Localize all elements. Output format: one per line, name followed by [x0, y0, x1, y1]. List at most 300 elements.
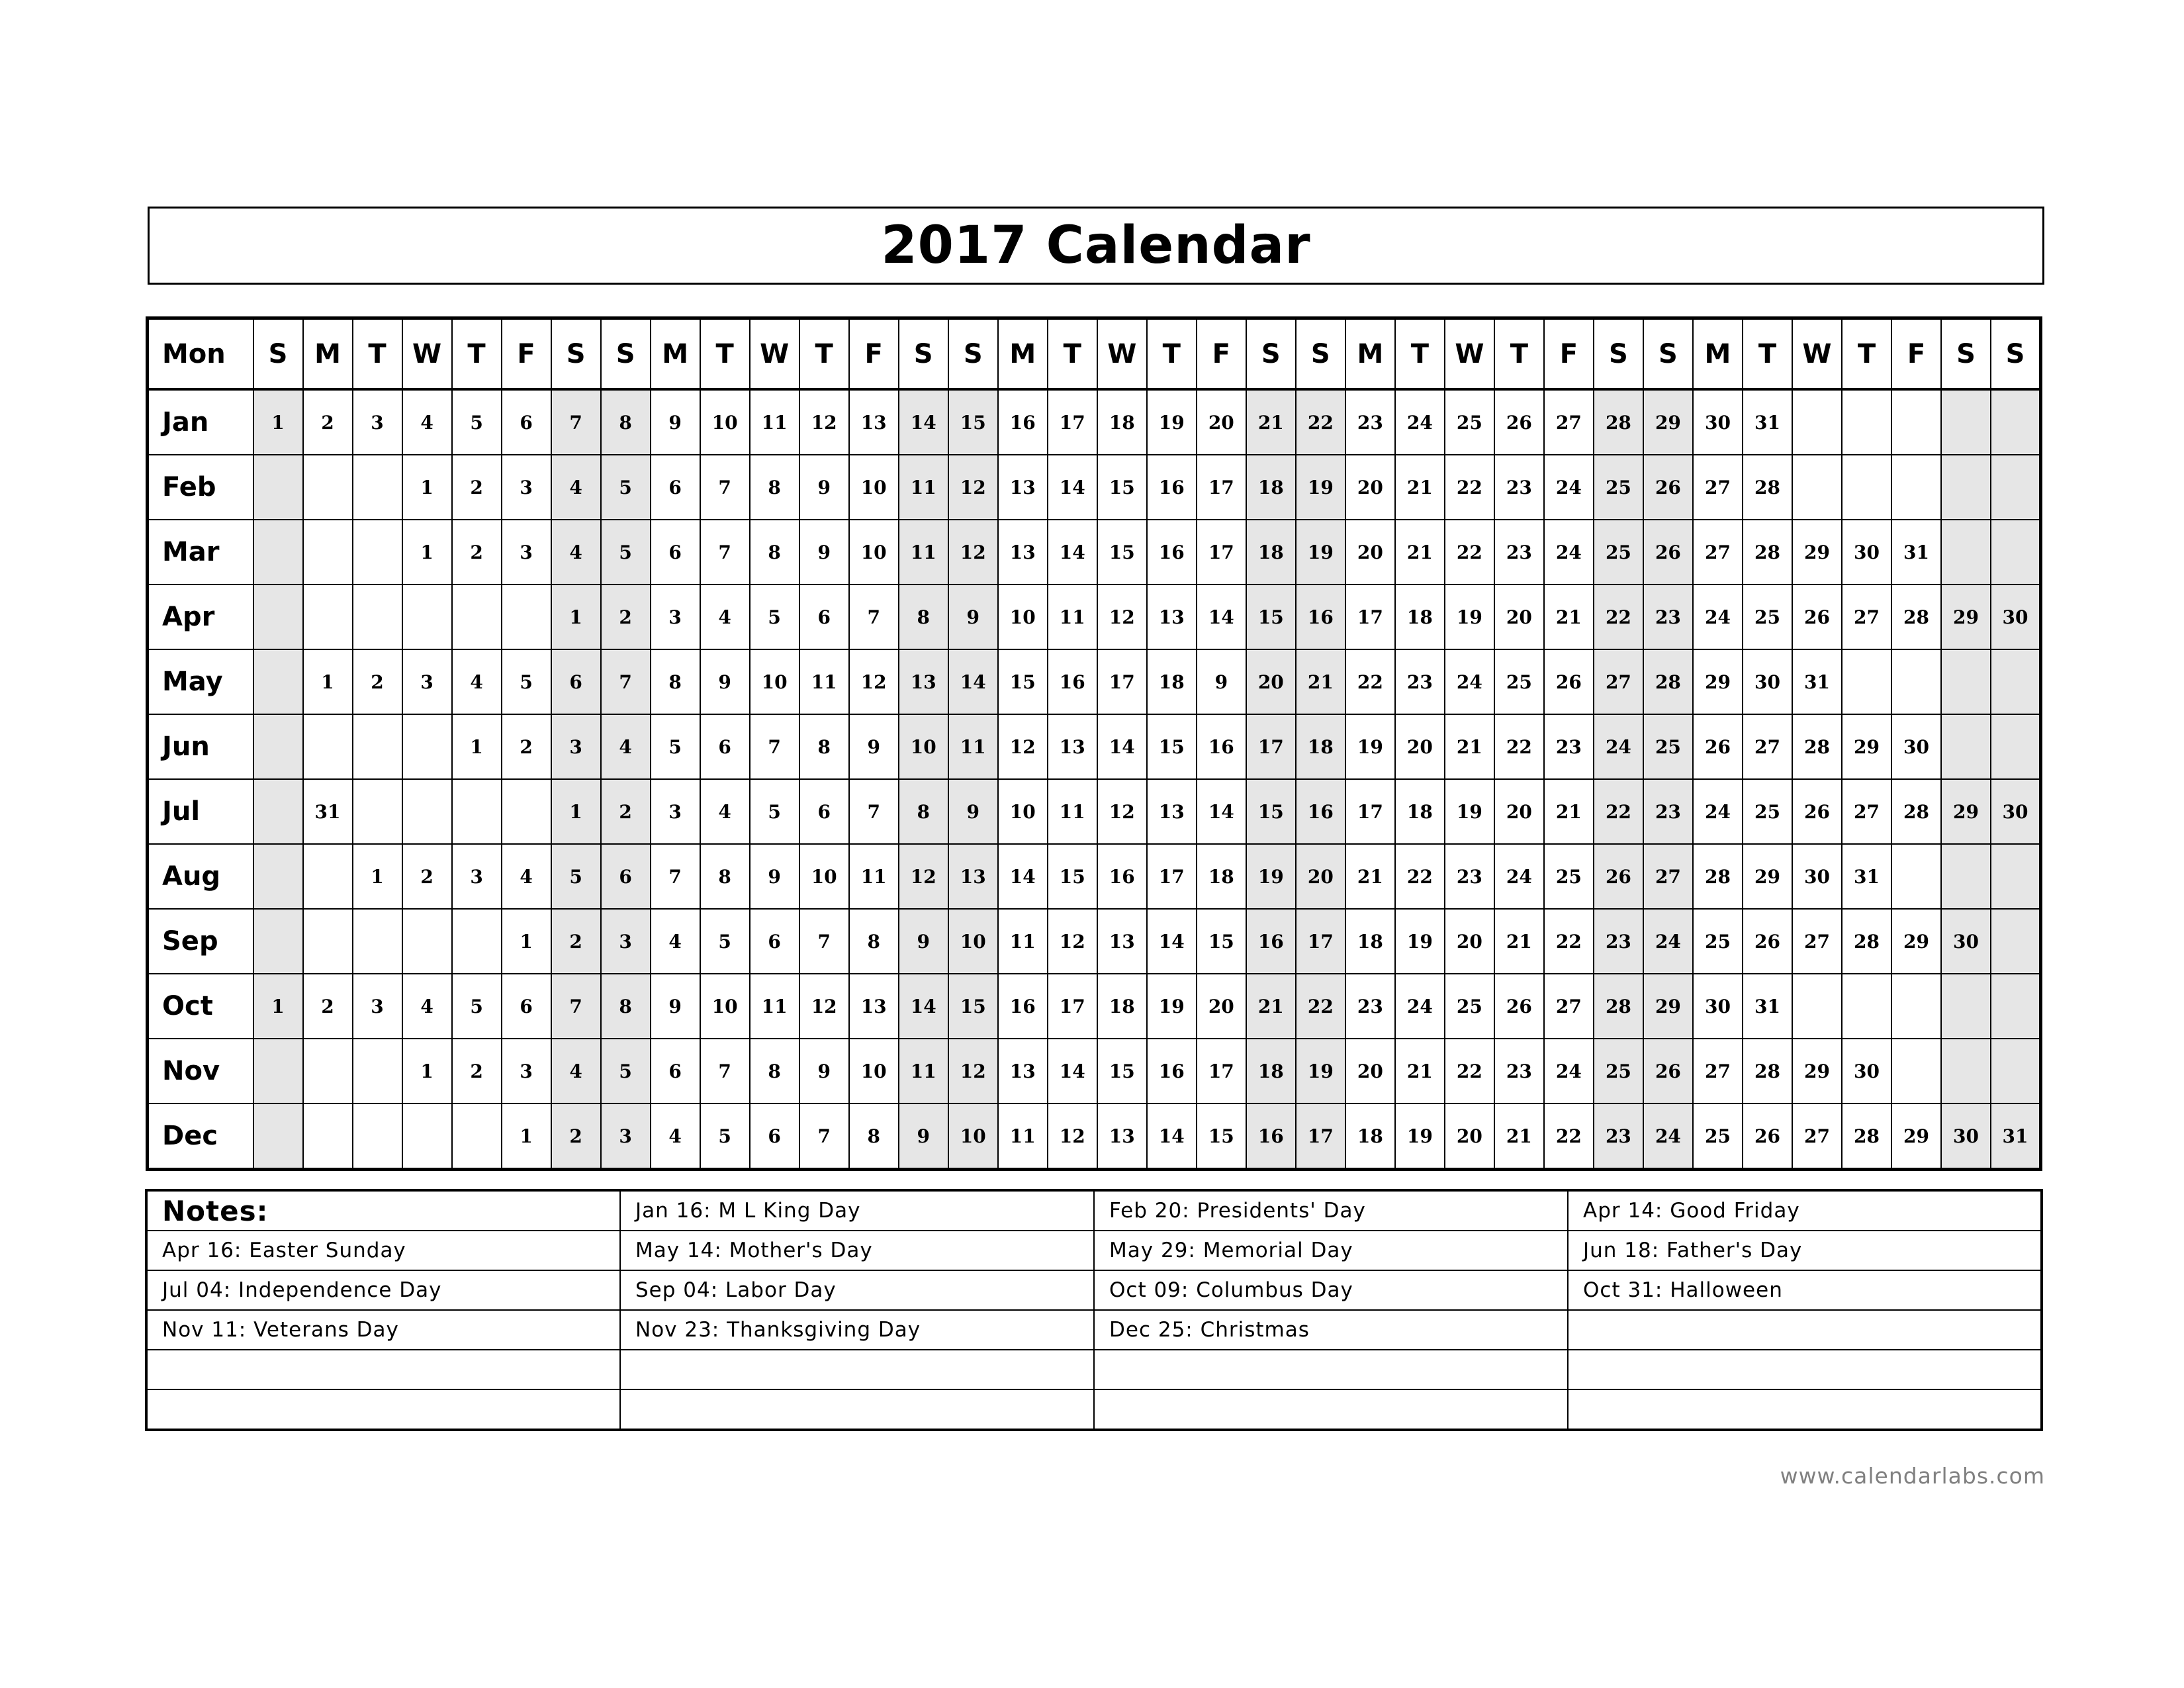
day-cell: 3 — [353, 389, 402, 455]
day-cell — [253, 909, 303, 974]
day-cell: 23 — [1445, 844, 1494, 909]
day-cell: 30 — [1842, 1039, 1891, 1103]
day-cell — [402, 779, 452, 844]
holiday-note: Sep 04: Labor Day — [620, 1270, 1094, 1310]
day-cell: 19 — [1395, 1103, 1445, 1170]
day-cell: 21 — [1494, 909, 1544, 974]
day-cell: 14 — [948, 649, 998, 714]
day-cell: 24 — [1544, 520, 1594, 585]
day-cell: 11 — [998, 1103, 1048, 1170]
day-cell: 6 — [799, 779, 849, 844]
day-cell: 20 — [1395, 714, 1445, 779]
day-cell: 9 — [1197, 649, 1246, 714]
weekday-header: M — [651, 318, 700, 390]
weekday-header: T — [700, 318, 750, 390]
day-cell: 26 — [1494, 389, 1544, 455]
day-cell: 4 — [700, 585, 750, 649]
day-cell: 25 — [1544, 844, 1594, 909]
day-cell: 29 — [1891, 909, 1941, 974]
day-cell: 5 — [502, 649, 551, 714]
day-cell — [353, 1103, 402, 1170]
day-cell: 27 — [1792, 909, 1842, 974]
day-cell: 19 — [1296, 520, 1345, 585]
day-cell: 10 — [948, 1103, 998, 1170]
day-cell: 28 — [1693, 844, 1743, 909]
day-cell: 21 — [1395, 455, 1445, 520]
day-cell: 7 — [651, 844, 700, 909]
day-cell: 4 — [551, 455, 601, 520]
day-cell: 30 — [1792, 844, 1842, 909]
day-cell: 3 — [601, 909, 651, 974]
day-cell: 3 — [502, 520, 551, 585]
day-cell: 22 — [1445, 1039, 1494, 1103]
day-cell: 30 — [1743, 649, 1792, 714]
day-cell — [353, 909, 402, 974]
weekday-header: F — [1891, 318, 1941, 390]
month-label: Feb — [148, 455, 253, 520]
day-cell: 7 — [849, 779, 899, 844]
day-cell: 9 — [799, 1039, 849, 1103]
day-cell: 2 — [303, 389, 353, 455]
month-label: Apr — [148, 585, 253, 649]
weekday-header: T — [1842, 318, 1891, 390]
day-cell: 22 — [1445, 520, 1494, 585]
weekday-header: S — [948, 318, 998, 390]
day-cell: 17 — [1147, 844, 1197, 909]
day-cell: 22 — [1544, 909, 1594, 974]
weekday-header: T — [1494, 318, 1544, 390]
day-cell: 27 — [1743, 714, 1792, 779]
day-cell: 3 — [502, 455, 551, 520]
day-cell: 29 — [1842, 714, 1891, 779]
day-cell: 23 — [1494, 455, 1544, 520]
day-cell: 21 — [1395, 520, 1445, 585]
day-cell — [402, 909, 452, 974]
day-cell: 19 — [1445, 585, 1494, 649]
day-cell: 12 — [799, 389, 849, 455]
day-cell: 26 — [1693, 714, 1743, 779]
month-row — [148, 714, 2041, 779]
day-cell: 12 — [899, 844, 948, 909]
day-cell: 10 — [700, 974, 750, 1039]
holiday-note: Apr 16: Easter Sunday — [146, 1231, 620, 1270]
day-cell: 30 — [1941, 1103, 1991, 1170]
day-cell: 24 — [1594, 714, 1643, 779]
day-cell: 23 — [1643, 779, 1693, 844]
day-cell: 15 — [1147, 714, 1197, 779]
weekday-header: S — [1246, 318, 1296, 390]
notes-row — [146, 1231, 2042, 1270]
day-cell: 31 — [1891, 520, 1941, 585]
day-cell — [1792, 455, 1842, 520]
day-cell: 16 — [1147, 1039, 1197, 1103]
day-cell: 30 — [1991, 779, 2040, 844]
month-row — [148, 455, 2041, 520]
day-cell: 2 — [402, 844, 452, 909]
weekday-header: S — [551, 318, 601, 390]
day-cell: 1 — [502, 909, 551, 974]
day-cell — [1991, 844, 2040, 909]
weekday-header: S — [253, 318, 303, 390]
day-cell: 16 — [1246, 909, 1296, 974]
footer-website: www.calendarlabs.com — [1780, 1463, 2045, 1489]
day-cell — [1941, 974, 1991, 1039]
day-cell: 20 — [1494, 585, 1544, 649]
day-cell — [1891, 844, 1941, 909]
day-cell — [303, 1103, 353, 1170]
day-cell: 29 — [1643, 389, 1693, 455]
day-cell: 18 — [1345, 909, 1395, 974]
day-cell: 10 — [998, 779, 1048, 844]
day-cell — [1991, 909, 2040, 974]
day-cell — [502, 585, 551, 649]
day-cell: 1 — [402, 520, 452, 585]
day-cell: 21 — [1345, 844, 1395, 909]
day-cell: 1 — [502, 1103, 551, 1170]
day-cell: 1 — [253, 389, 303, 455]
notes-row — [146, 1310, 2042, 1350]
day-cell: 21 — [1395, 1039, 1445, 1103]
day-cell: 5 — [700, 909, 750, 974]
day-cell: 29 — [1941, 585, 1991, 649]
day-cell: 4 — [651, 909, 700, 974]
day-cell: 29 — [1743, 844, 1792, 909]
month-row — [148, 520, 2041, 585]
day-cell: 8 — [899, 585, 948, 649]
month-row — [148, 909, 2041, 974]
day-cell: 7 — [799, 909, 849, 974]
day-cell: 31 — [303, 779, 353, 844]
day-cell: 9 — [899, 1103, 948, 1170]
day-cell: 3 — [651, 585, 700, 649]
holiday-note: Jun 18: Father's Day — [1568, 1231, 2042, 1270]
day-cell: 27 — [1842, 779, 1891, 844]
day-cell — [1891, 389, 1941, 455]
holiday-note: Dec 25: Christmas — [1094, 1310, 1568, 1350]
day-cell: 27 — [1544, 389, 1594, 455]
day-cell: 24 — [1445, 649, 1494, 714]
day-cell: 20 — [1197, 389, 1246, 455]
month-row — [148, 974, 2041, 1039]
day-cell: 7 — [551, 974, 601, 1039]
month-row — [148, 779, 2041, 844]
day-cell — [1991, 389, 2040, 455]
weekday-header: M — [1345, 318, 1395, 390]
day-cell: 25 — [1594, 520, 1643, 585]
weekday-header: T — [353, 318, 402, 390]
weekday-header: T — [452, 318, 502, 390]
day-cell: 2 — [601, 779, 651, 844]
day-cell: 19 — [1147, 974, 1197, 1039]
weekday-header: S — [1941, 318, 1991, 390]
day-cell: 21 — [1246, 974, 1296, 1039]
day-cell: 10 — [849, 1039, 899, 1103]
day-cell: 8 — [849, 909, 899, 974]
day-cell: 20 — [1246, 649, 1296, 714]
day-cell: 28 — [1792, 714, 1842, 779]
weekday-header: M — [998, 318, 1048, 390]
day-cell: 13 — [1097, 1103, 1147, 1170]
day-cell: 5 — [551, 844, 601, 909]
day-cell: 26 — [1643, 455, 1693, 520]
day-cell: 10 — [799, 844, 849, 909]
day-cell: 12 — [1097, 779, 1147, 844]
day-cell: 15 — [1097, 520, 1147, 585]
day-cell: 5 — [452, 389, 502, 455]
day-cell: 22 — [1445, 455, 1494, 520]
day-cell: 25 — [1693, 1103, 1743, 1170]
day-cell: 30 — [1891, 714, 1941, 779]
month-row — [148, 1039, 2041, 1103]
day-cell: 8 — [651, 649, 700, 714]
month-column-header: Mon — [148, 318, 253, 390]
day-cell: 29 — [1891, 1103, 1941, 1170]
day-cell: 18 — [1246, 455, 1296, 520]
day-cell: 31 — [1991, 1103, 2040, 1170]
day-cell: 10 — [700, 389, 750, 455]
day-cell: 21 — [1246, 389, 1296, 455]
day-cell — [502, 779, 551, 844]
day-cell: 7 — [849, 585, 899, 649]
day-cell: 17 — [1197, 520, 1246, 585]
day-cell: 19 — [1296, 455, 1345, 520]
day-cell: 7 — [700, 455, 750, 520]
day-cell: 15 — [1246, 779, 1296, 844]
day-cell: 29 — [1792, 520, 1842, 585]
day-cell — [1792, 389, 1842, 455]
day-cell: 16 — [1197, 714, 1246, 779]
day-cell: 29 — [1693, 649, 1743, 714]
day-cell — [353, 455, 402, 520]
holiday-note — [1094, 1389, 1568, 1430]
day-cell: 11 — [899, 1039, 948, 1103]
day-cell: 17 — [1197, 455, 1246, 520]
day-cell — [253, 585, 303, 649]
day-cell: 18 — [1147, 649, 1197, 714]
day-cell: 26 — [1743, 1103, 1792, 1170]
day-cell: 1 — [452, 714, 502, 779]
weekday-header: T — [1395, 318, 1445, 390]
day-cell: 28 — [1891, 779, 1941, 844]
day-cell: 11 — [998, 909, 1048, 974]
day-cell: 11 — [1048, 585, 1097, 649]
day-cell — [452, 585, 502, 649]
day-cell: 22 — [1494, 714, 1544, 779]
day-cell: 22 — [1296, 974, 1345, 1039]
day-cell: 28 — [1842, 909, 1891, 974]
day-cell: 2 — [452, 455, 502, 520]
day-cell: 3 — [353, 974, 402, 1039]
month-label: May — [148, 649, 253, 714]
weekday-header: T — [1743, 318, 1792, 390]
day-cell: 31 — [1743, 974, 1792, 1039]
day-cell: 17 — [1296, 909, 1345, 974]
day-cell — [353, 714, 402, 779]
notes-row — [146, 1270, 2042, 1310]
month-row — [148, 585, 2041, 649]
day-cell: 1 — [353, 844, 402, 909]
day-cell — [1941, 1039, 1991, 1103]
day-cell: 1 — [551, 585, 601, 649]
notes-row — [146, 1389, 2042, 1430]
day-cell: 18 — [1395, 779, 1445, 844]
day-cell: 21 — [1494, 1103, 1544, 1170]
holiday-note: Nov 23: Thanksgiving Day — [620, 1310, 1094, 1350]
day-cell: 25 — [1743, 585, 1792, 649]
day-cell: 9 — [799, 520, 849, 585]
day-cell: 27 — [1594, 649, 1643, 714]
day-cell: 24 — [1643, 1103, 1693, 1170]
day-cell: 17 — [1345, 779, 1395, 844]
day-cell: 31 — [1792, 649, 1842, 714]
day-cell: 24 — [1693, 779, 1743, 844]
day-cell: 1 — [253, 974, 303, 1039]
day-cell: 4 — [402, 389, 452, 455]
day-cell: 26 — [1792, 585, 1842, 649]
holiday-note — [146, 1350, 620, 1389]
day-cell: 20 — [1494, 779, 1544, 844]
day-cell: 24 — [1544, 1039, 1594, 1103]
weekday-header: W — [402, 318, 452, 390]
day-cell: 10 — [998, 585, 1048, 649]
day-cell: 3 — [402, 649, 452, 714]
month-label: Mar — [148, 520, 253, 585]
day-cell — [303, 844, 353, 909]
day-cell — [253, 649, 303, 714]
day-cell: 25 — [1494, 649, 1544, 714]
month-row — [148, 649, 2041, 714]
day-cell: 13 — [899, 649, 948, 714]
day-cell: 25 — [1594, 455, 1643, 520]
day-cell: 20 — [1345, 520, 1395, 585]
day-cell — [303, 1039, 353, 1103]
day-cell: 14 — [1097, 714, 1147, 779]
day-cell: 17 — [1296, 1103, 1345, 1170]
day-cell: 14 — [1197, 779, 1246, 844]
month-label: Jan — [148, 389, 253, 455]
day-cell: 20 — [1197, 974, 1246, 1039]
notes-label: Notes: — [146, 1190, 620, 1231]
day-cell: 10 — [899, 714, 948, 779]
day-cell: 23 — [1643, 585, 1693, 649]
day-cell: 23 — [1395, 649, 1445, 714]
day-cell: 2 — [452, 520, 502, 585]
day-cell: 6 — [799, 585, 849, 649]
day-cell: 2 — [502, 714, 551, 779]
day-cell — [1842, 974, 1891, 1039]
day-cell: 19 — [1296, 1039, 1345, 1103]
day-cell: 23 — [1594, 1103, 1643, 1170]
day-cell: 18 — [1395, 585, 1445, 649]
weekday-header: T — [1147, 318, 1197, 390]
holiday-note: May 29: Memorial Day — [1094, 1231, 1568, 1270]
day-cell: 23 — [1544, 714, 1594, 779]
day-cell — [253, 1039, 303, 1103]
weekday-header: W — [750, 318, 799, 390]
day-cell: 17 — [1048, 389, 1097, 455]
day-cell: 4 — [601, 714, 651, 779]
day-cell — [353, 520, 402, 585]
day-cell: 16 — [1147, 520, 1197, 585]
day-cell: 12 — [1097, 585, 1147, 649]
day-cell: 20 — [1445, 909, 1494, 974]
day-cell: 5 — [452, 974, 502, 1039]
day-cell: 24 — [1693, 585, 1743, 649]
day-cell — [303, 455, 353, 520]
day-cell: 2 — [551, 1103, 601, 1170]
day-cell: 14 — [899, 974, 948, 1039]
day-cell: 19 — [1395, 909, 1445, 974]
day-cell: 11 — [849, 844, 899, 909]
day-cell — [1991, 1039, 2040, 1103]
day-cell: 13 — [849, 974, 899, 1039]
day-cell: 13 — [998, 520, 1048, 585]
day-cell: 7 — [750, 714, 799, 779]
day-cell: 27 — [1693, 520, 1743, 585]
month-row — [148, 389, 2041, 455]
weekday-header-row — [148, 318, 2041, 390]
day-cell: 9 — [948, 585, 998, 649]
day-cell: 27 — [1693, 1039, 1743, 1103]
day-cell: 29 — [1643, 974, 1693, 1039]
weekday-header: T — [1048, 318, 1097, 390]
day-cell: 26 — [1494, 974, 1544, 1039]
day-cell — [1991, 974, 2040, 1039]
day-cell: 10 — [750, 649, 799, 714]
day-cell: 10 — [948, 909, 998, 974]
day-cell: 22 — [1594, 779, 1643, 844]
day-cell: 6 — [502, 974, 551, 1039]
day-cell — [1891, 1039, 1941, 1103]
day-cell: 30 — [1693, 389, 1743, 455]
day-cell: 25 — [1693, 909, 1743, 974]
day-cell: 11 — [1048, 779, 1097, 844]
day-cell: 15 — [1097, 455, 1147, 520]
day-cell — [353, 779, 402, 844]
day-cell — [1891, 974, 1941, 1039]
day-cell: 27 — [1643, 844, 1693, 909]
day-cell: 28 — [1891, 585, 1941, 649]
holiday-note — [1568, 1310, 2042, 1350]
day-cell: 28 — [1743, 520, 1792, 585]
day-cell: 12 — [849, 649, 899, 714]
holiday-note: May 14: Mother's Day — [620, 1231, 1094, 1270]
day-cell: 8 — [750, 455, 799, 520]
day-cell: 9 — [700, 649, 750, 714]
day-cell: 24 — [1395, 389, 1445, 455]
day-cell: 4 — [452, 649, 502, 714]
day-cell: 6 — [700, 714, 750, 779]
day-cell — [1891, 649, 1941, 714]
day-cell: 25 — [1445, 389, 1494, 455]
weekday-header: M — [303, 318, 353, 390]
day-cell: 4 — [551, 520, 601, 585]
day-cell: 28 — [1743, 1039, 1792, 1103]
day-cell: 14 — [899, 389, 948, 455]
day-cell: 14 — [1048, 1039, 1097, 1103]
day-cell: 20 — [1345, 455, 1395, 520]
day-cell — [1941, 714, 1991, 779]
day-cell: 8 — [849, 1103, 899, 1170]
weekday-header: F — [502, 318, 551, 390]
day-cell: 16 — [1246, 1103, 1296, 1170]
day-cell: 19 — [1147, 389, 1197, 455]
day-cell: 20 — [1345, 1039, 1395, 1103]
weekday-header: W — [1792, 318, 1842, 390]
day-cell — [1842, 389, 1891, 455]
day-cell: 23 — [1494, 520, 1544, 585]
day-cell: 6 — [651, 455, 700, 520]
